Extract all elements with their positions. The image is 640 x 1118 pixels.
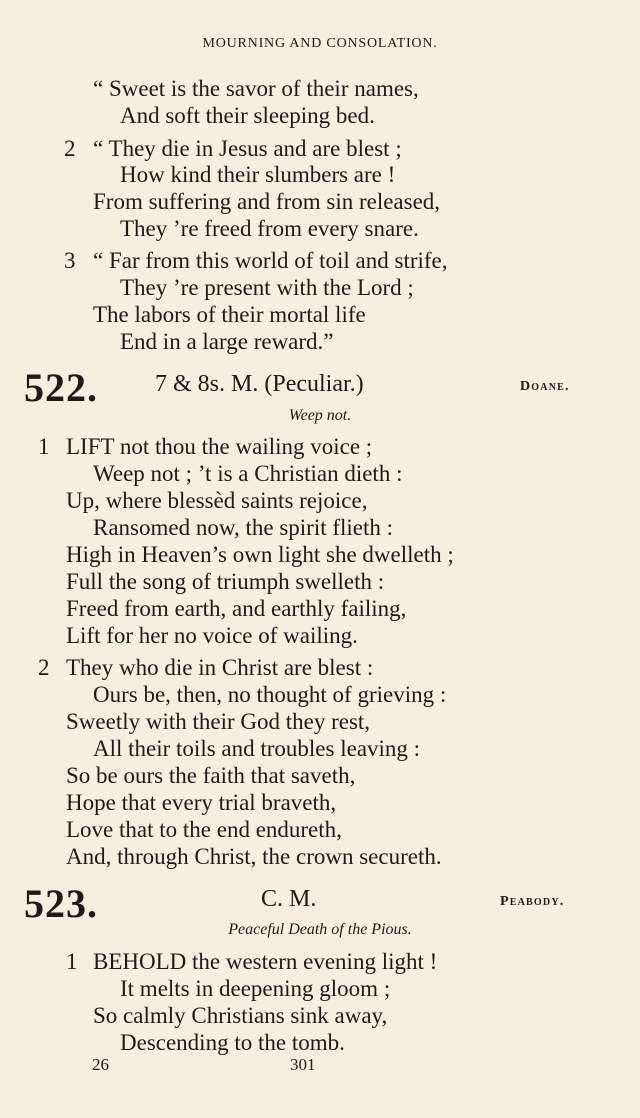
verse-line: LIFT not thou the wailing voice ; [66,434,373,459]
verse-line: BEHOLD the western evening light ! [93,949,438,974]
verse-line: End in a large reward.” [120,329,334,354]
verse-line: Ours be, then, no thought of grieving : [93,682,447,707]
hymn-title: Weep not. [288,407,352,424]
verse-number: 2 [64,136,76,161]
verse-line: And soft their sleeping bed. [120,103,375,128]
verse-number: 2 [38,655,50,680]
verse-line: “ Far from this world of toil and strife, [93,248,448,273]
verse-line: So calmly Christians sink away, [93,1003,388,1028]
verse-number: 1 [38,434,50,459]
hymn-number: 522. [24,365,98,410]
verse-line: All their toils and troubles leaving : [93,736,421,761]
hymn-number: 523. [24,881,98,926]
verse-line: Full the song of triumph swelleth : [66,569,385,594]
verse-line: Freed from earth, and earthly failing, [66,596,407,621]
page-number: 301 [290,1055,316,1074]
verse-number: 3 [64,248,76,273]
verse-line: High in Heaven’s own light she dwelleth ; [66,542,454,567]
verse-line: Weep not ; ’t is a Christian dieth : [93,461,403,486]
verse-line: Ransomed now, the spirit flieth : [93,515,394,540]
verse-line: “ Sweet is the savor of their names, [93,76,419,101]
verse-line: Love that to the end endureth, [66,817,342,842]
hymn-title: Peaceful Death of the Pious. [228,921,412,938]
running-header: MOURNING AND CONSOLATION. [202,36,438,51]
hymn-meter: 7 & 8s. M. (Peculiar.) [155,371,364,397]
verse-line: From suffering and from sin released, [93,189,441,214]
verse-line: And, through Christ, the crown secureth. [66,844,442,869]
verse-line: Lift for her no voice of wailing. [66,623,358,648]
verse-line: How kind their slumbers are ! [120,162,396,187]
verse-line: So be ours the faith that saveth, [66,763,356,788]
signature-mark: 26 [92,1055,109,1074]
verse-line: Descending to the tomb. [120,1030,345,1055]
verse-line: Sweetly with their God they rest, [66,709,371,734]
hymn-meter: C. M. [261,886,317,912]
tune-composer: Peabody. [500,894,565,909]
verse-line: It melts in deepening gloom ; [120,976,391,1001]
verse-line: Up, where blessèd saints rejoice, [66,488,368,513]
verse-line: They who die in Christ are blest : [66,655,374,680]
verse-number: 1 [66,949,78,974]
verse-line: They ’re present with the Lord ; [120,275,414,300]
verse-line: “ They die in Jesus and are blest ; [93,136,402,161]
verse-line: They ’re freed from every snare. [120,216,419,241]
verse-line: The labors of their mortal life [93,302,366,327]
verse-line: Hope that every trial braveth, [66,790,337,815]
tune-composer: Doane. [520,379,570,394]
